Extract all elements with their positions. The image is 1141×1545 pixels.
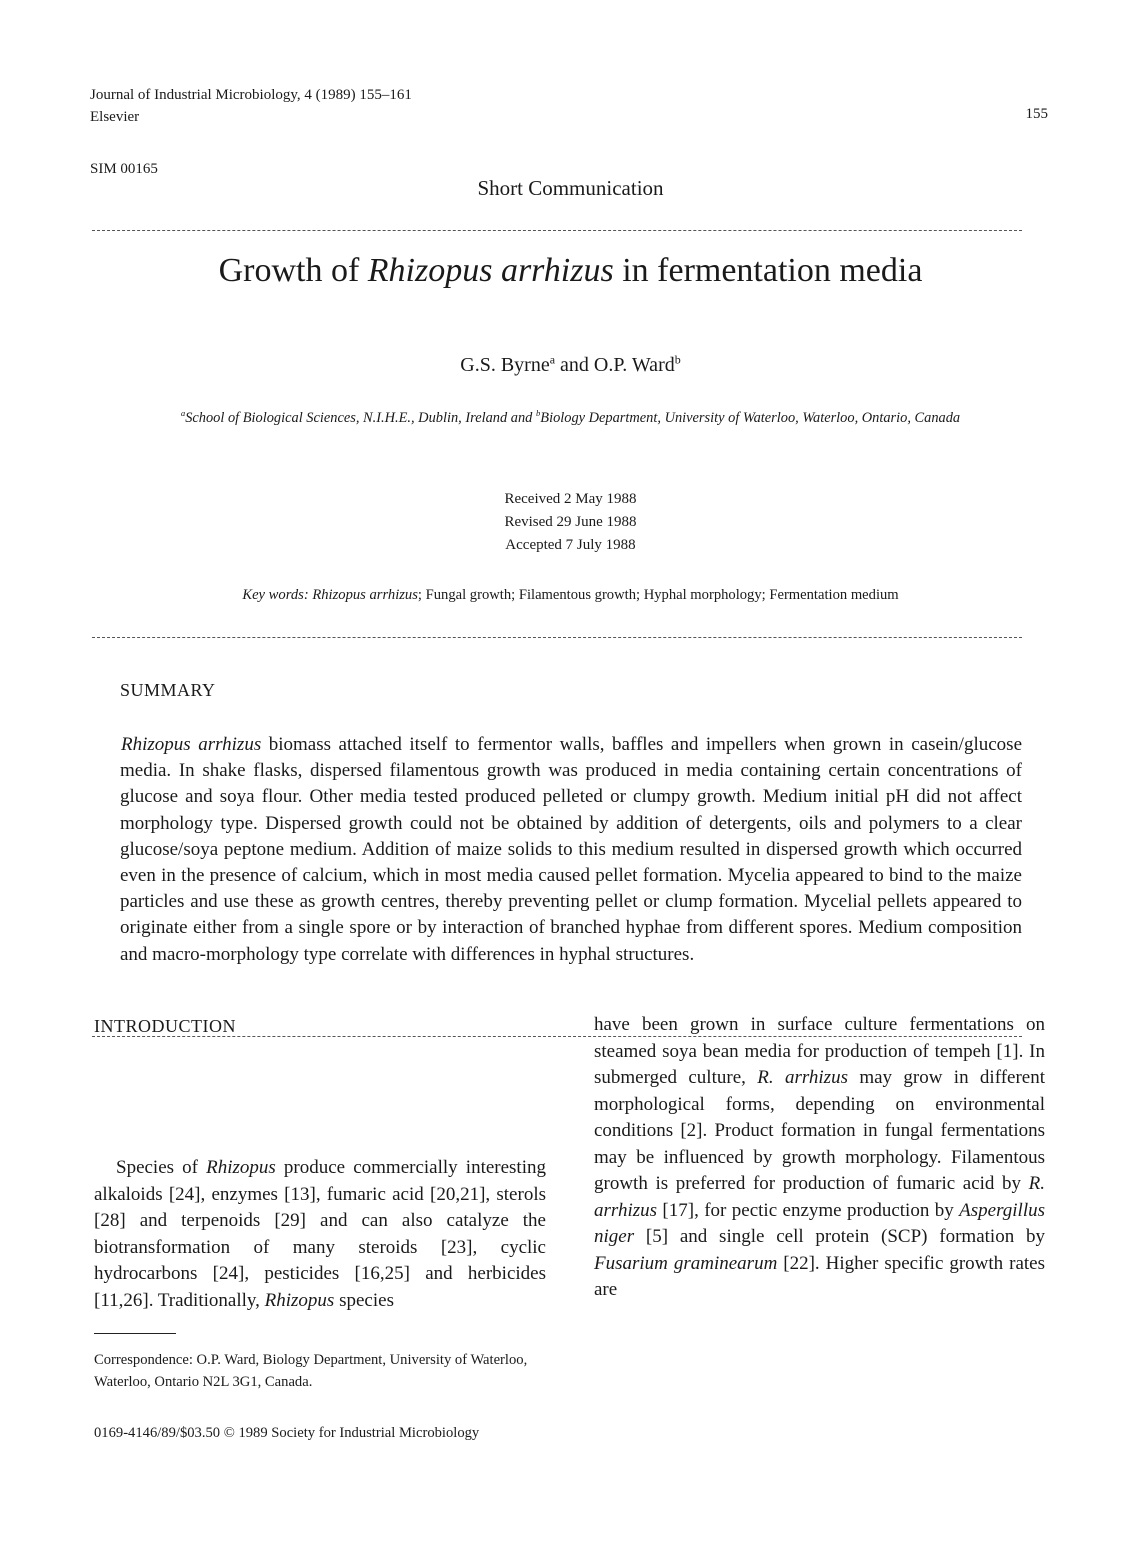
author-2-sup: b: [674, 352, 681, 367]
intro-right-italic-3: Aspergillus niger: [594, 1199, 1045, 1247]
summary-heading: SUMMARY: [120, 680, 216, 700]
keywords-list: ; Fungal growth; Filamentous growth; Hyphal morphology; Fermentation medium: [417, 587, 899, 603]
author-1-sup: a: [549, 352, 556, 367]
date-accepted: Accepted 7 July 1988: [505, 537, 636, 553]
copyright-line: 0169-4146/89/$03.50 © 1989 Society for Industrial Microbiology: [94, 1425, 480, 1441]
author-1: G.S. Byrne: [460, 354, 550, 376]
intro-right-italic-2: R. arrhizus: [594, 1173, 1045, 1221]
section-type: Short Communication: [477, 176, 664, 200]
sim-code: SIM 00165: [90, 161, 158, 177]
authors: [0, 354, 1141, 377]
affil-a: School of Biological Sciences, N.I.H.E., Dublin, Ireland and: [185, 410, 536, 426]
intro-right-text-5: [22]. Higher specific growth rates are: [594, 1252, 1045, 1300]
publisher-line: Elsevier: [90, 109, 140, 125]
intro-left-italic-1: Rhizopus: [206, 1157, 276, 1178]
summary-body: [120, 732, 1022, 968]
correspondence-footnote: Correspondence: O.P. Ward, Biology Department, University of Waterloo, Waterloo, Ontario N2L 3G1, Canada.: [94, 1352, 528, 1390]
author-joiner: and: [555, 354, 594, 376]
intro-right-text-2: may grow in different morphological forms, depending on environmental conditions [2]. Product formation in fungal fermentations may be influenced by growth morphology. Filamentous growth is preferred for production of fumaric acid by: [594, 1067, 1045, 1194]
intro-right-text-3: [17], for pectic enzyme production by: [657, 1199, 960, 1221]
divider-top: [92, 230, 1022, 231]
intro-left-text-2: produce commercially interesting alkaloids [24], enzymes [13], fumaric acid [20,21], sterols [28] and terpenoids [29] and can also catalyze the biotransformation of many steroids [23], cyclic hydrocarbons [24], pesticides [16,25] and herbicides [11,26]. Traditionally,: [94, 1157, 546, 1311]
title-suffix: in fermentation media: [613, 252, 923, 289]
intro-right-column: [594, 1012, 1045, 1304]
introduction-heading: INTRODUCTION: [94, 1016, 236, 1036]
intro-paragraph-1: [94, 1155, 546, 1314]
affiliations: [40, 410, 1101, 427]
intro-left-italic-2: Rhizopus: [264, 1289, 335, 1311]
intro-left-text-3: species: [334, 1289, 394, 1311]
intro-paragraph-continued: [594, 1012, 1045, 1304]
intro-right-text-4: [5] and single cell protein (SCP) formation by: [634, 1226, 1045, 1247]
affil-sup-b: b: [535, 408, 541, 419]
intro-right-italic-4: Fusarium graminearum: [594, 1252, 778, 1274]
intro-right-italic-1: R. arrhizus: [757, 1067, 848, 1088]
summary-text: biomass attached itself to fermentor walls, baffles and impellers when grown in casein/glucose media. In shake flasks, dispersed filamentous growth was produced in media containing certain concentrations of glucose and soya flour. Other media tested produced pelleted or clumpy growth. Medium initial pH did not affect morphology type. Dispersed growth could not be obtained by addition of detergents, oils and polymers to a clear glucose/soya peptone medium. Addition of maize solids to this medium resulted in dispersed growth which occurred even in the presence of calcium, which in most media caused pellet formation. Mycelia appeared to bind to the maize particles and use these as growth centres, thereby preventing pellet or clump formation. Mycelial pellets appeared to originate either from a single spore or by interaction of branched hyphae from different spores. Medium composition and macro-morphology type correlate with differences in hyphal structures.: [120, 734, 1022, 965]
divider-keywords: [92, 637, 1022, 638]
affil-sup-a: a: [180, 408, 186, 419]
keywords: [0, 587, 1141, 604]
date-revised: Revised 29 June 1988: [504, 514, 637, 530]
title-species: Rhizopus arrhizus: [367, 252, 614, 289]
date-received: Received 2 May 1988: [504, 491, 637, 507]
intro-left-text-1: Species of: [116, 1157, 207, 1178]
footnote-rule: [94, 1333, 176, 1334]
intro-left-column: [94, 1155, 546, 1314]
journal-line: Journal of Industrial Microbiology, 4 (1989) 155–161: [90, 87, 412, 103]
keywords-label: Key words:: [242, 587, 313, 603]
author-2: O.P. Ward: [593, 354, 675, 376]
affil-b: Biology Department, University of Waterloo, Waterloo, Ontario, Canada: [540, 410, 961, 426]
intro-right-text-1: have been grown in surface culture fermentations on steamed soya bean media for production of tempeh [1]. In submerged culture,: [594, 1014, 1045, 1088]
summary-species: Rhizopus arrhizus: [121, 734, 262, 755]
keywords-species: Rhizopus arrhizus: [312, 587, 418, 603]
title-prefix: Growth of: [218, 252, 368, 289]
history-dates: [0, 488, 1141, 557]
page-number: 155: [1025, 106, 1048, 122]
paper-title: [0, 252, 1141, 290]
journal-citation: [90, 84, 412, 128]
